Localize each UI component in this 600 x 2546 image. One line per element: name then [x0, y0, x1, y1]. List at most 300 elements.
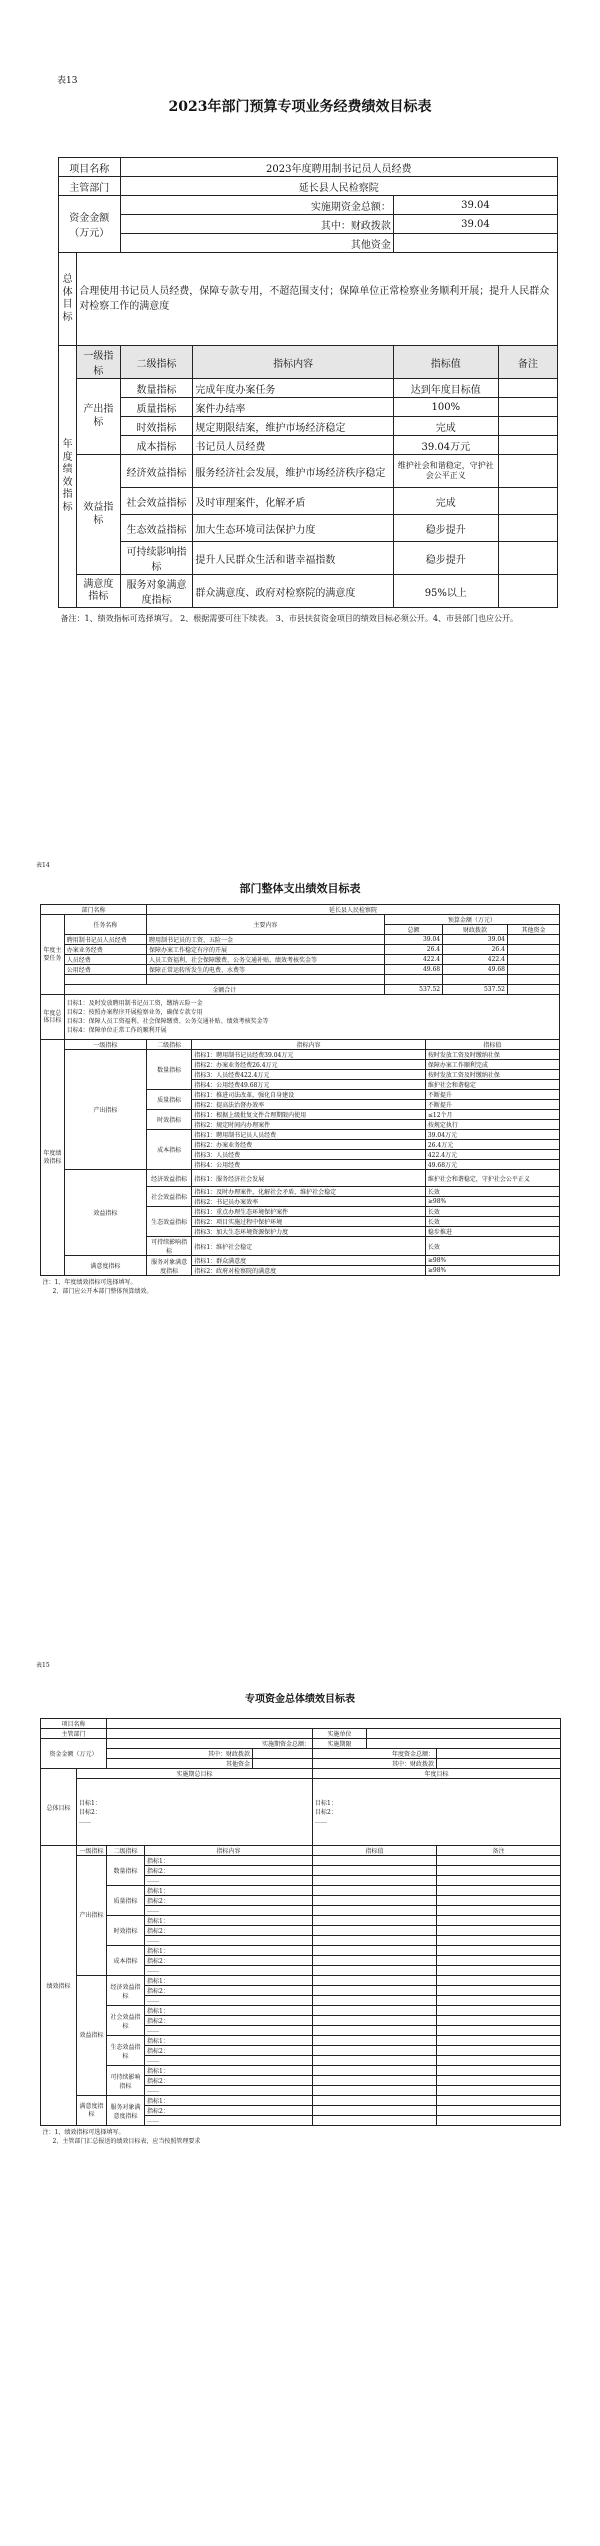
goal-line: 目标3：保障人员工资福利、社会保障缴费、公务交通补贴、绩效考核奖金等	[66, 1018, 269, 1025]
task-name: 办案业务经费	[64, 945, 146, 955]
row-content: 指标2：提高法治督办效率	[192, 1100, 426, 1110]
dept-performance-table	[40, 904, 560, 1296]
note-line: 注：1、年度绩效指标可选择填写。	[42, 1279, 137, 1286]
row-value: ≥98%	[425, 1197, 559, 1207]
total-value: 39.04	[393, 196, 557, 215]
row-remark	[437, 2116, 561, 2126]
group-label: 经济效益指标	[107, 1976, 145, 2006]
row-content: 指标2：	[145, 2016, 313, 2026]
row-value: 维护社会和谐稳定，守护社会公平正义	[425, 1170, 559, 1187]
notes	[41, 2126, 561, 2147]
row-value: 95%以上	[393, 575, 498, 608]
row-content: 案件办结率	[193, 398, 394, 417]
page-title: 部门整体支出绩效目标表	[239, 882, 361, 895]
annual-label: 年度资金总额：	[313, 1749, 437, 1759]
dept-value: 延长县人民检察院	[120, 177, 558, 196]
header-l2: 二级指标	[146, 1040, 191, 1050]
total-label: 实施期资金总额：	[107, 1739, 313, 1749]
row-remark	[498, 575, 557, 608]
row-content: 指标2：	[145, 1866, 313, 1876]
fiscal-value: 39.04	[393, 215, 557, 234]
header-l2: 二级指标	[107, 1846, 145, 1856]
row-value	[313, 1986, 437, 1996]
row-value: 稳步提升	[393, 542, 498, 575]
row-remark	[437, 2026, 561, 2036]
row-l2: 质量指标	[120, 398, 193, 417]
col-fiscal: 财政拨款	[443, 925, 508, 935]
row-content: 指标2：项目实施过程中保护环境	[192, 1217, 426, 1227]
output-label: 产出指标	[77, 1856, 107, 1976]
header-remark: 备注	[498, 346, 557, 379]
row-value	[313, 1956, 437, 1966]
row-value: 维护社会和谐稳定，守护社会公平正义	[393, 455, 498, 488]
row-content: 指标1：根据上级批复文件合理期限内使用	[192, 1110, 426, 1120]
row-content: 指标1：聘用制书记员经费39.04万元	[192, 1050, 426, 1060]
row-value: 达到年度目标值	[393, 379, 498, 398]
row-remark	[437, 1926, 561, 1936]
impl-period-label: 实施期限	[313, 1739, 367, 1749]
row-value: 保障办案工作顺利完成	[425, 1060, 559, 1070]
satisfaction-label: 满意度指标	[77, 575, 120, 608]
group-sustain: 可持续影响指标	[146, 1237, 191, 1256]
row-value	[313, 1906, 437, 1916]
row-content: 指标3：人员经费422.4万元	[192, 1070, 426, 1080]
row-value: 维护社会和谐稳定	[425, 1080, 559, 1090]
row-value: 长效	[425, 1207, 559, 1217]
task-fiscal	[443, 975, 508, 985]
group-quantity: 数量指标	[146, 1050, 191, 1090]
task-name: 公用经费	[64, 965, 146, 975]
annual-fiscal-value	[437, 1759, 561, 1769]
note-line: 2、主管部门汇总报送的绩效目标表，应当按照管理要求	[52, 2138, 201, 2145]
row-content: 指标1：聘用制书记员人员经费	[192, 1130, 426, 1140]
task-fiscal: 49.68	[443, 965, 508, 975]
row-value	[313, 1996, 437, 2006]
row-value	[313, 2096, 437, 2106]
row-content: ……	[145, 2116, 313, 2126]
row-value: 长效	[425, 1187, 559, 1197]
dept-value	[107, 1729, 313, 1739]
other-fund-label: 其他资金	[120, 234, 393, 253]
task-name: 人员经费	[64, 955, 146, 965]
row-remark	[437, 1916, 561, 1926]
task-total: 49.68	[384, 965, 442, 975]
header-l1: 一级指标	[77, 1846, 107, 1856]
row-l2: 成本指标	[120, 436, 193, 455]
performance-table	[58, 157, 558, 628]
group-label: 质量指标	[107, 1886, 145, 1916]
row-content: 指标2：	[145, 1896, 313, 1906]
row-value: 稳步提升	[393, 515, 498, 542]
task-total: 39.04	[384, 935, 442, 945]
group-label: 数量指标	[107, 1856, 145, 1886]
row-remark	[498, 398, 557, 417]
page-2	[0, 860, 600, 1500]
row-content: 指标1：推进司法改革，强化自身建设	[192, 1090, 426, 1100]
row-content: 指标2：	[145, 1926, 313, 1936]
row-value: 完成	[393, 417, 498, 436]
row-value: 不断提升	[425, 1100, 559, 1110]
row-content: ……	[145, 1996, 313, 2006]
note-line: 注：1、绩效指标可选择填写。	[42, 2129, 125, 2136]
impl-unit-label: 实施单位	[313, 1729, 367, 1739]
row-content: 指标1：	[145, 1856, 313, 1866]
row-value	[313, 1966, 437, 1976]
page-3	[0, 1660, 600, 2540]
row-content: 规定期限结案，维护市场经济稳定	[193, 417, 394, 436]
year-perf-label: 年度绩效指标	[41, 1040, 65, 1276]
row-value: 长效	[425, 1217, 559, 1227]
task-other	[507, 955, 559, 965]
row-content: 书记员人员经费	[193, 436, 394, 455]
overall-text: 合理使用书记员人员经费，保障专款专用，不超范围支付；保障单位正常检察业务顺利开展；提升人民群众对检察工作的满意度	[77, 253, 558, 346]
row-content: 指标2：办案业务经费	[192, 1140, 426, 1150]
row-content: 指标1：及时办理案件，化解社会矛盾，维护社会稳定	[192, 1187, 426, 1197]
table-label: 表13	[57, 76, 78, 86]
dept-value: 延长县人民检察院	[146, 905, 559, 915]
row-content: 服务经济社会发展，维护市场经济秩序稳定	[193, 455, 394, 488]
output-label: 产出指标	[77, 379, 120, 455]
row-content: 指标2：	[145, 2076, 313, 2086]
fund-label: 资金金额（万元）	[59, 196, 121, 253]
row-remark	[437, 1956, 561, 1966]
goal-line: 目标2：	[315, 1808, 337, 1816]
row-content: 指标1：	[145, 2036, 313, 2046]
goal-line: 目标4：保障单位正常工作的顺利开展	[66, 1027, 167, 1034]
goal-line: ……	[315, 1817, 328, 1825]
impl-unit-value	[367, 1729, 561, 1739]
benefit-label: 效益指标	[64, 1170, 146, 1256]
row-remark	[437, 1906, 561, 1916]
row-value	[313, 1946, 437, 1956]
group-label: 时效指标	[107, 1916, 145, 1946]
task-other	[507, 935, 559, 945]
group-label: 可持续影响指标	[107, 2066, 145, 2096]
row-content: ……	[145, 2086, 313, 2096]
group-econ: 经济效益指标	[146, 1170, 191, 1187]
perf-label: 绩效指标	[41, 1846, 77, 2126]
group-time: 时效指标	[146, 1110, 191, 1130]
goal-line: ……	[79, 1817, 91, 1825]
row-value	[313, 1856, 437, 1866]
page-title: 专项资金总体绩效目标表	[245, 1694, 355, 1705]
row-value	[313, 2066, 437, 2076]
row-remark	[437, 1976, 561, 1986]
special-fund-table	[40, 1718, 561, 2146]
row-value: ≥98%	[425, 1256, 559, 1266]
annual-value	[437, 1749, 561, 1759]
benefit-label: 效益指标	[77, 455, 120, 575]
satisfaction-label: 满意度指标	[64, 1256, 146, 1276]
row-remark	[498, 542, 557, 575]
header-value: 指标值	[393, 346, 498, 379]
col-other: 其他资金	[507, 925, 559, 935]
row-content: 完成年度办案任务	[193, 379, 394, 398]
overall-goals	[64, 995, 559, 1040]
row-value	[313, 2106, 437, 2116]
header-value: 指标值	[425, 1040, 559, 1050]
fiscal-value	[253, 1749, 313, 1759]
output-label: 产出指标	[64, 1050, 146, 1170]
row-content: 指标2：	[145, 1956, 313, 1966]
col-total: 总额	[384, 925, 442, 935]
other-fund-value	[393, 234, 557, 253]
row-value	[313, 2036, 437, 2046]
row-value: 不断提升	[425, 1090, 559, 1100]
sum-total: 537.52	[384, 985, 442, 995]
row-l2: 经济效益指标	[120, 455, 193, 488]
row-content: 及时审理案件，化解矛盾	[193, 488, 394, 515]
row-value	[313, 2026, 437, 2036]
group-service: 服务对象满意度指标	[146, 1256, 191, 1276]
total-label: 实施期资金总额：	[120, 196, 393, 215]
row-content: 指标2：	[145, 2046, 313, 2056]
other-fund-value	[253, 1759, 313, 1769]
row-remark	[437, 2066, 561, 2076]
header-content: 指标内容	[193, 346, 394, 379]
row-l2: 时效指标	[120, 417, 193, 436]
header-l1: 一级指标	[64, 1040, 146, 1050]
header-remark: 备注	[437, 1846, 561, 1856]
row-value: ≤12个月	[425, 1110, 559, 1120]
group-label: 生态效益指标	[107, 2036, 145, 2066]
row-content: ……	[145, 1966, 313, 1976]
row-l2: 社会效益指标	[120, 488, 193, 515]
row-remark	[498, 379, 557, 398]
annual-fiscal-label: 其中：财政拨款	[313, 1759, 437, 1769]
project-label: 项目名称	[41, 1719, 107, 1729]
sum-other	[507, 985, 559, 995]
sum-fiscal: 537.52	[443, 985, 508, 995]
row-remark	[437, 1996, 561, 2006]
row-content: ……	[145, 1936, 313, 1946]
dept-label: 主管部门	[59, 177, 121, 196]
group-eco: 生态效益指标	[146, 1207, 191, 1237]
year-perf-label: 年度绩效指标	[59, 346, 77, 608]
sum-label: 金额合计	[64, 985, 384, 995]
row-content: 指标1：	[145, 1916, 313, 1926]
row-remark	[437, 1896, 561, 1906]
year-task-label: 年度主要任务	[41, 915, 65, 995]
row-value: 422.4万元	[425, 1150, 559, 1160]
row-value: 按规定执行	[425, 1120, 559, 1130]
row-content: 指标2：办案业务经费26.4万元	[192, 1060, 426, 1070]
row-remark	[437, 2046, 561, 2056]
row-l2: 数量指标	[120, 379, 193, 398]
group-label: 成本指标	[107, 1946, 145, 1976]
header-l2: 二级指标	[120, 346, 193, 379]
header-l1: 一级指标	[77, 346, 120, 379]
header-content: 指标内容	[192, 1040, 426, 1050]
row-remark	[437, 1986, 561, 1996]
overall-label: 总体目标	[41, 1769, 77, 1846]
row-content: ……	[145, 1876, 313, 1886]
row-content: 指标1：重点办理生态环境保护案件	[192, 1207, 426, 1217]
row-remark	[437, 2086, 561, 2096]
project-name-value: 2023年度聘用制书记员人员经费	[120, 158, 558, 177]
task-fiscal: 39.04	[443, 935, 508, 945]
row-content: ……	[145, 2056, 313, 2066]
satisfaction-label: 满意度指标	[77, 2096, 107, 2126]
row-remark	[437, 2016, 561, 2026]
task-content	[146, 975, 384, 985]
row-remark	[437, 1936, 561, 1946]
project-name-label: 项目名称	[59, 158, 121, 177]
other-fund-label: 其他资金	[107, 1759, 253, 1769]
task-total: 26.4	[384, 945, 442, 955]
fund-label: 资金金额（万元）	[41, 1739, 107, 1769]
header-content: 指标内容	[145, 1846, 313, 1856]
row-l2: 生态效益指标	[120, 515, 193, 542]
row-content: 指标4：公用经费49.68万元	[192, 1080, 426, 1090]
task-other	[507, 975, 559, 985]
row-remark	[437, 1946, 561, 1956]
row-value	[313, 1896, 437, 1906]
row-remark	[437, 1856, 561, 1866]
impl-goals	[77, 1779, 313, 1846]
row-content: 指标1：维护社会稳定	[192, 1237, 426, 1256]
goal-line: 目标1：及时发放聘用制书记员工资，缴纳五险一金	[66, 1000, 203, 1007]
row-value: 按时发放工资及时缴纳社保	[425, 1050, 559, 1060]
annual-goals	[313, 1779, 561, 1846]
dept-label: 部门名称	[41, 905, 147, 915]
row-content: 加大生态环境司法保护力度	[193, 515, 394, 542]
row-remark	[437, 2036, 561, 2046]
row-value	[313, 1876, 437, 1886]
row-remark	[437, 2096, 561, 2106]
task-content: 保障办案工作稳定有序的开展	[146, 945, 384, 955]
row-remark	[437, 1966, 561, 1976]
overall-label: 总体目标	[59, 253, 77, 346]
row-remark	[437, 2056, 561, 2066]
task-total	[384, 975, 442, 985]
table-label: 表14	[36, 862, 50, 869]
goal-line: 目标1：	[79, 1799, 101, 1807]
impl-period-value	[367, 1739, 561, 1749]
group-cost: 成本指标	[146, 1130, 191, 1170]
benefit-label: 效益指标	[77, 1976, 107, 2096]
row-value	[313, 1976, 437, 1986]
row-value	[313, 2116, 437, 2126]
goal-line: 目标2：按照办案程序开展检察业务，确保专款专用	[66, 1009, 203, 1016]
group-label: 社会效益指标	[107, 2006, 145, 2036]
row-value: 39.04万元	[393, 436, 498, 455]
row-content: 指标1：	[145, 1946, 313, 1956]
note-line: 2、部门应公开本部门整体预算绩效。	[52, 1288, 153, 1295]
overall-label: 年度总体目标	[41, 995, 65, 1040]
row-value: ≥98%	[425, 1266, 559, 1276]
task-content: 保障正常运转所发生的电费、水费等	[146, 965, 384, 975]
row-l2: 可持续影响指标	[120, 542, 193, 575]
row-value	[313, 2046, 437, 2056]
row-content: 指标2：	[145, 2106, 313, 2116]
row-value: 39.04万元	[425, 1130, 559, 1140]
row-remark	[498, 455, 557, 488]
task-fiscal: 422.4	[443, 955, 508, 965]
row-value: 稳步推进	[425, 1227, 559, 1237]
row-value	[313, 2016, 437, 2026]
row-remark	[437, 1886, 561, 1896]
fiscal-label: 其中：财政拨款	[120, 215, 393, 234]
task-content: 聘用制书记员的工资、五险一金	[146, 935, 384, 945]
row-content: 指标2：	[145, 1986, 313, 1996]
row-value	[313, 1866, 437, 1876]
task-name: 聘用制书记员人员经费	[64, 935, 146, 945]
task-name-header: 任务名称	[64, 915, 146, 935]
row-remark	[498, 417, 557, 436]
row-content: 指标1：	[145, 2066, 313, 2076]
row-content: ……	[145, 2026, 313, 2036]
row-value	[313, 2006, 437, 2016]
row-value: 按时发放工资及时缴纳社保	[425, 1070, 559, 1080]
row-value: 完成	[393, 488, 498, 515]
row-content: 群众满意度、政府对检察院的满意度	[193, 575, 394, 608]
row-content: 指标1：	[145, 1886, 313, 1896]
task-other	[507, 965, 559, 975]
row-remark	[498, 488, 557, 515]
row-remark	[437, 2106, 561, 2116]
group-social: 社会效益指标	[146, 1187, 191, 1207]
note: 备注：1、绩效指标可选择填写。 2、根据需要可往下续表。 3、市县扶贫资金项目的绩效目标必须公开。4、市县部门也应公开。	[60, 614, 518, 623]
page-title: 2023年部门预算专项业务经费绩效目标表	[168, 99, 432, 115]
row-value: 26.4万元	[425, 1140, 559, 1150]
content-header: 主要内容	[146, 915, 384, 935]
row-value	[313, 1886, 437, 1896]
row-value: 49.68万元	[425, 1160, 559, 1170]
group-quality: 质量指标	[146, 1090, 191, 1110]
header-value: 指标值	[313, 1846, 437, 1856]
task-name	[64, 975, 146, 985]
row-content: 指标1：	[145, 2006, 313, 2016]
row-value	[313, 2056, 437, 2066]
impl-goal-label: 实施期总目标	[77, 1769, 313, 1779]
row-remark	[437, 2076, 561, 2086]
row-remark	[437, 2006, 561, 2016]
dept-label: 主管部门	[41, 1729, 107, 1739]
row-content: 提升人民群众生活和谐幸福指数	[193, 542, 394, 575]
task-other	[507, 945, 559, 955]
row-content: 指标4：公用经费	[192, 1160, 426, 1170]
project-value	[107, 1719, 561, 1729]
fiscal-label: 其中：财政拨款	[107, 1749, 253, 1759]
row-content: 指标1：服务经济社会发展	[192, 1170, 426, 1187]
row-content: 指标3：人员经费	[192, 1150, 426, 1160]
row-content: 指标1：	[145, 2096, 313, 2106]
row-content: 指标3：加大生态环境资源保护力度	[192, 1227, 426, 1237]
table-label: 表15	[36, 1662, 50, 1669]
row-value	[313, 1926, 437, 1936]
row-l2: 服务对象满意度指标	[120, 575, 193, 608]
row-content: 指标2：规定时间内办理案件	[192, 1120, 426, 1130]
notes	[41, 1276, 560, 1297]
row-content: 指标2：书记员办案效率	[192, 1197, 426, 1207]
row-value: 100%	[393, 398, 498, 417]
budget-header: 预算金额（万元）	[384, 915, 559, 925]
row-content: 指标1：群众满意度	[192, 1256, 426, 1266]
task-content: 人员工资福利、社会保障缴费、公务交通补贴、绩效考核奖金等	[146, 955, 384, 965]
annual-goal-label: 年度目标	[313, 1769, 561, 1779]
group-label: 服务对象满意度指标	[107, 2096, 145, 2126]
row-value	[313, 2086, 437, 2096]
row-value	[313, 2076, 437, 2086]
row-remark	[498, 515, 557, 542]
row-remark	[437, 1866, 561, 1876]
task-total: 422.4	[384, 955, 442, 965]
row-content: 指标2：政府对检察院的满意度	[192, 1266, 426, 1276]
row-remark	[498, 436, 557, 455]
row-value: 长效	[425, 1237, 559, 1256]
goal-line: 目标1：	[315, 1799, 337, 1807]
